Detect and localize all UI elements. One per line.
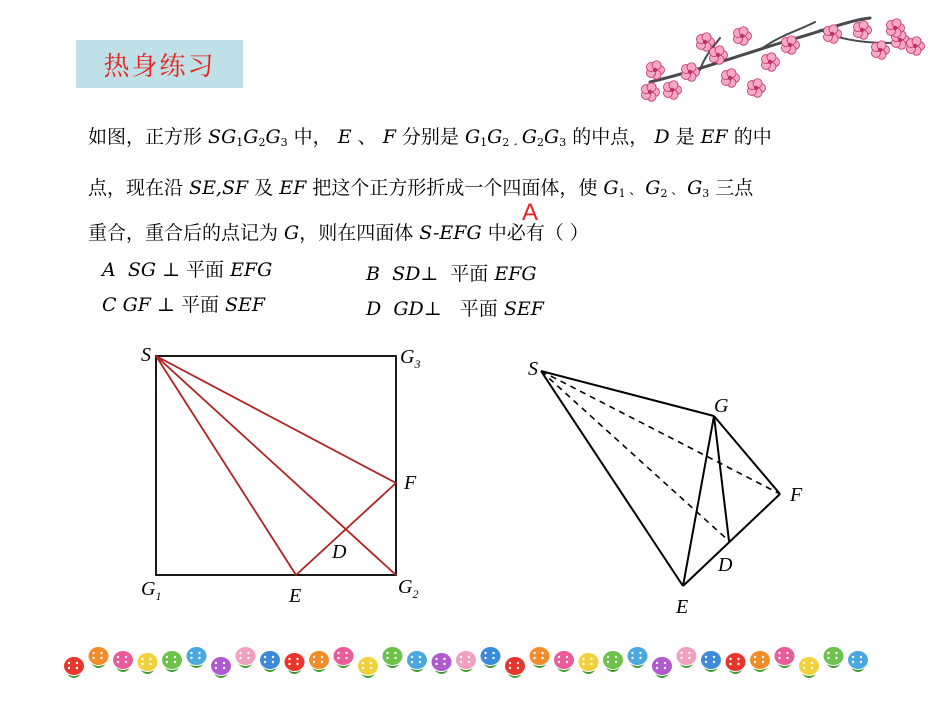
strawberry [162, 651, 182, 672]
strawberry [505, 657, 525, 678]
strawberry [138, 653, 158, 674]
option-b[interactable]: B SD⊥ 平面 EFG [366, 263, 537, 285]
strawberry [407, 651, 427, 672]
strawberry [383, 647, 403, 668]
label-e: E [676, 596, 689, 618]
label-g2: $G_2$ [398, 576, 419, 601]
strawberry [456, 651, 476, 672]
label-d: D [718, 554, 733, 576]
strawberry [358, 657, 378, 678]
strawberry [113, 651, 133, 672]
strawberry [554, 651, 574, 672]
strawberry [260, 651, 280, 672]
label-e: E [289, 585, 302, 607]
strawberry [652, 657, 672, 678]
strawberry [285, 653, 305, 674]
strawberry [824, 647, 844, 668]
strawberry [799, 657, 819, 678]
strawberry [481, 647, 501, 668]
strawberry [750, 651, 770, 672]
strawberry [89, 647, 109, 668]
strawberry [187, 647, 207, 668]
strawberry [236, 647, 256, 668]
strawberry [848, 651, 868, 672]
strawberry [726, 653, 746, 674]
option-c[interactable]: C GF ⊥ 平面 SEF [102, 294, 266, 316]
strawberry [432, 653, 452, 674]
strawberry [64, 657, 84, 678]
strawberry [530, 647, 550, 668]
label-s: S [141, 344, 151, 366]
strawberry [579, 653, 599, 674]
option-a[interactable]: A SG ⊥ 平面 EFG [102, 259, 273, 281]
question-line-2: 点，现在沿 SE,SF 及 EF 把这个正方形折成一个四面体，使 $G_1$ 、 $G_2$ 、 $G_3$ 三点 [88, 177, 754, 200]
strawberry [628, 647, 648, 668]
label-g1: $G_1$ [141, 578, 162, 603]
answer-mark: A [522, 199, 539, 226]
strawberry [775, 647, 795, 668]
label-f: F [404, 472, 417, 494]
label-g: G [714, 395, 729, 417]
strawberry [677, 647, 697, 668]
strawberry [701, 651, 721, 672]
question-line-1: 如图，正方形 $SG_1G_2G_3$ 中， E 、 F 分别是 $G_1G_2$ ¸ $G_2G_3$ 的中点， D 是 EF 的中 [88, 126, 772, 149]
strawberry [603, 651, 623, 672]
label-s: S [528, 358, 538, 380]
question-line-3: 重合，重合后的点记为 G，则在四面体 S-EFG 中必有（ ） [88, 222, 589, 244]
strawberry [211, 657, 231, 678]
strawberry [334, 647, 354, 668]
strawberry [309, 651, 329, 672]
label-f: F [790, 484, 803, 506]
option-d[interactable]: D GD⊥ 平面 SEF [366, 298, 544, 320]
page-title: 热身练习 [103, 51, 216, 82]
label-d: D [332, 541, 347, 563]
label-g3: $G_3$ [400, 346, 421, 371]
